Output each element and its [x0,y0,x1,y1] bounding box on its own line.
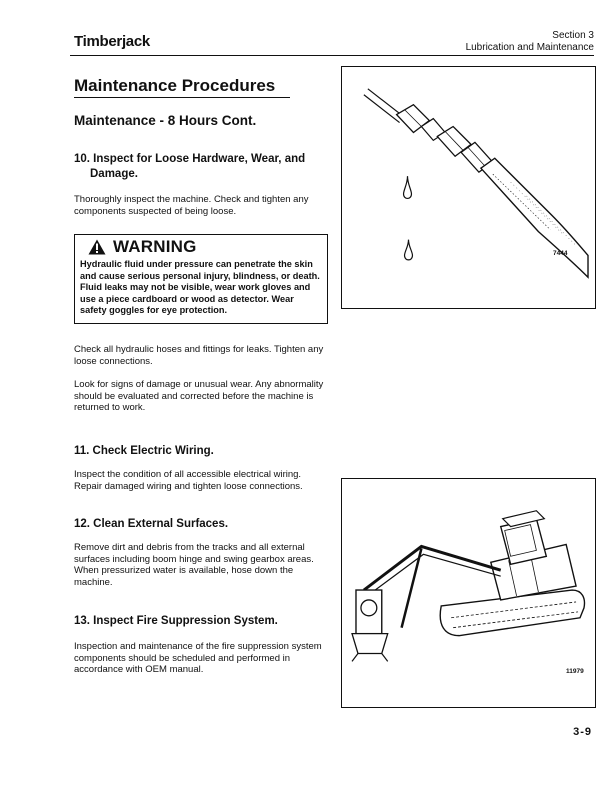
section-subtitle: Lubrication and Maintenance [465,42,594,53]
step-13-paragraph: Inspection and maintenance of the fire suppression system components should be scheduled and performed in accordance with OEM manual. [74,641,322,676]
step-12-heading: 12. Clean External Surfaces. [74,518,229,530]
step-11-paragraph: Inspect the condition of all accessible electrical wiring. Repair damaged wiring and tighten loose connections. [74,469,303,492]
page-subtitle: Maintenance - 8 Hours Cont. [74,113,257,128]
machine-illustration [342,479,595,707]
figure-hose-number: 7444 [553,250,568,257]
step-13-heading: 13. Inspect Fire Suppression System. [74,615,278,627]
header-rule [70,55,594,56]
figure-hose-leak [341,66,596,309]
warning-text: Hydraulic fluid under pressure can penetrate the skin and cause serious personal injury, blindness, or death. Fluid leaks may not be visible, wear work gloves and use a piece cardboard or wood as detector. Wear safety goggles for eye protection. [80,259,320,316]
step-11-heading: 11. Check Electric Wiring. [74,445,214,457]
warning-title: WARNING [113,237,197,256]
section-title [466,30,594,54]
page-title: Maintenance Procedures [74,76,290,98]
figure-machine-number: 11979 [566,668,584,675]
warning-box [74,234,328,324]
figure-machine [341,478,596,708]
step-10-paragraph-1: Thoroughly inspect the machine. Check and tighten any components suspected of being loose. [74,194,309,217]
brand-logo: Timberjack [74,33,150,50]
step-12-paragraph: Remove dirt and debris from the tracks and all external surfaces including boom hinge and swing gearbox areas. When pressurized water is available, hose down the machine. [74,542,314,588]
page-number: 3-9 [573,726,592,738]
step-10-paragraph-2: Check all hydraulic hoses and fittings for leaks. Tighten any loose connections. [74,344,324,367]
step-10-heading: 10. Inspect for Loose Hardware, Wear, and Damage. [74,153,306,180]
warning-triangle-icon [88,239,106,255]
warning-header [88,237,322,257]
step-10-paragraph-3: Look for signs of damage or unusual wear. Any abnormality should be evaluated and corrected before the machine is returned to work. [74,379,324,414]
hose-leak-illustration [342,67,595,308]
section-number: Section 3 [552,30,594,41]
